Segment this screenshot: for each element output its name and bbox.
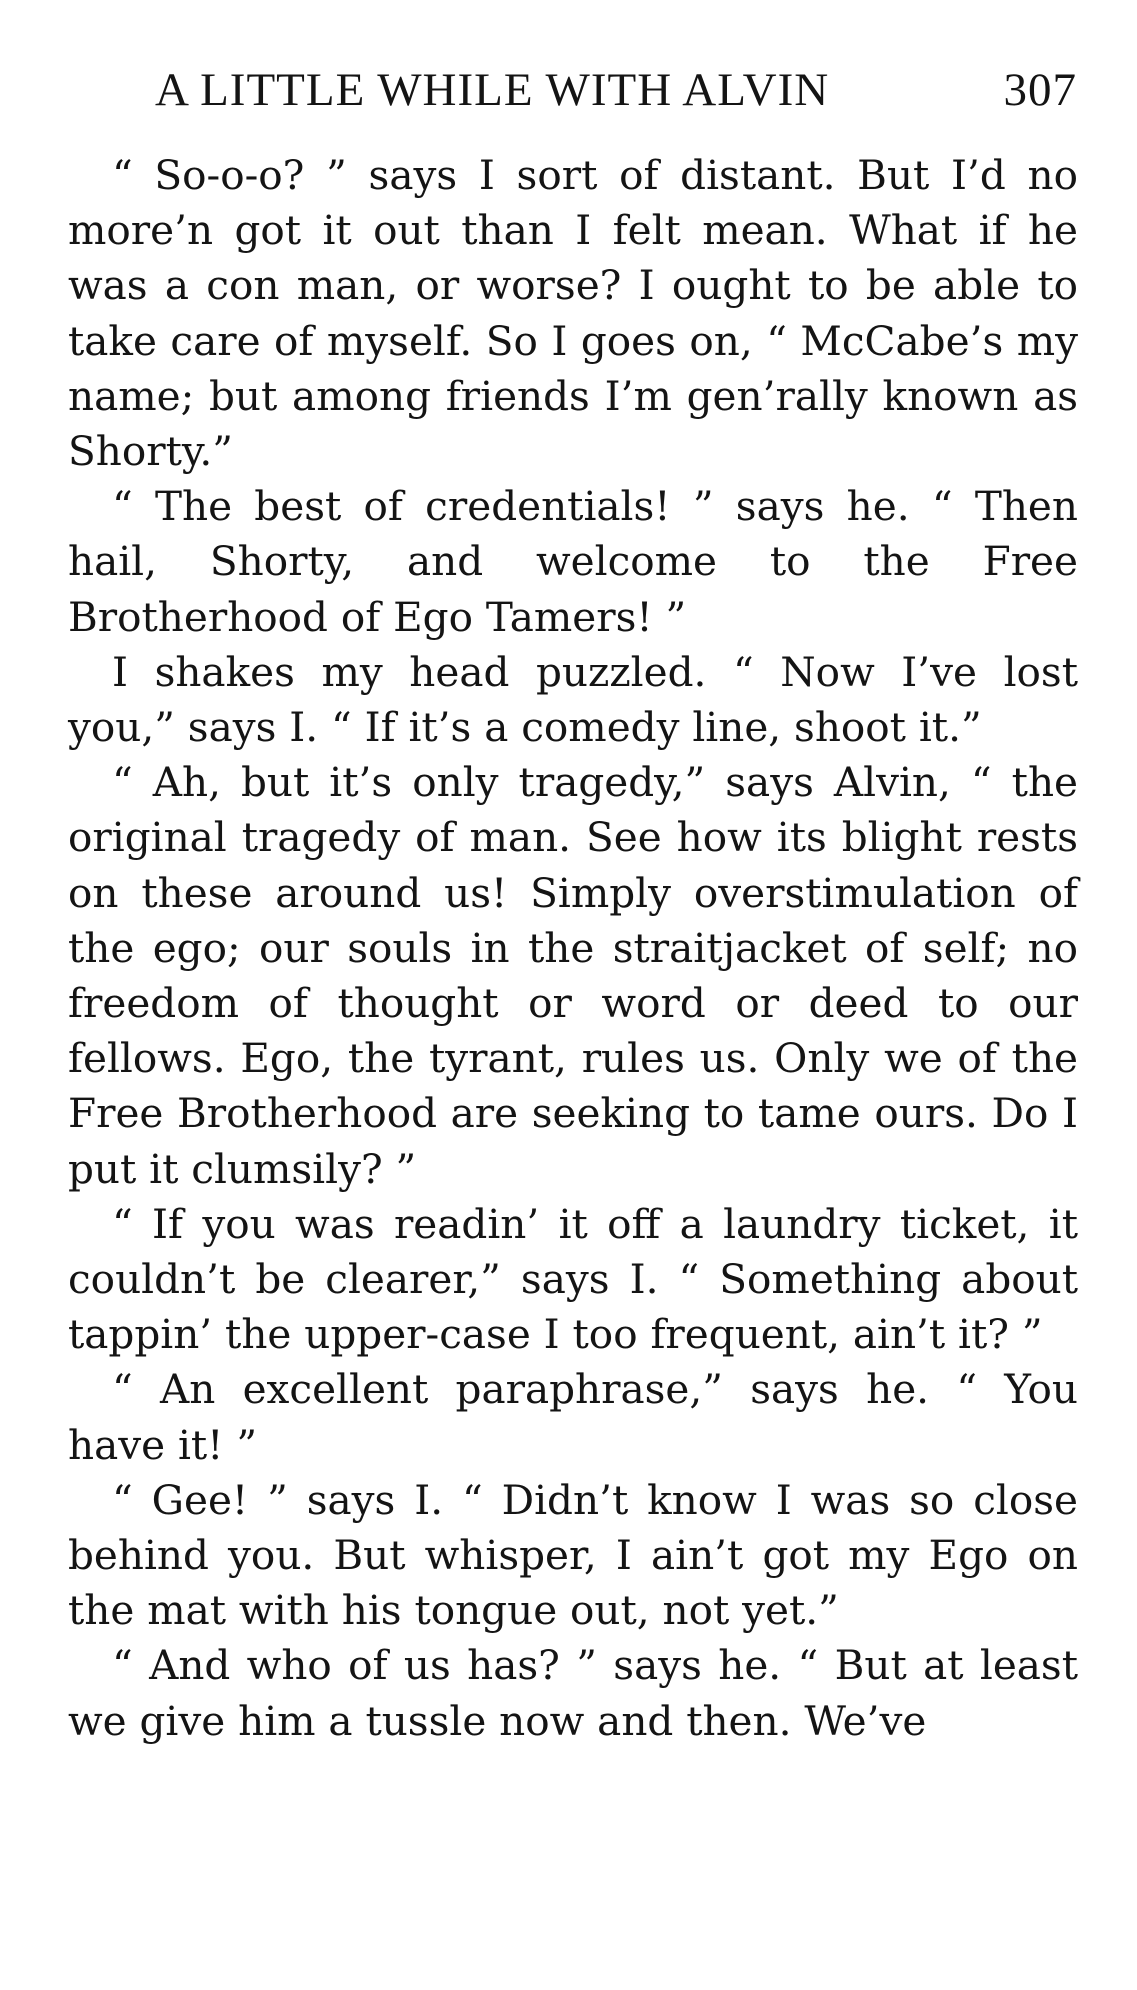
page-number: 307	[1003, 64, 1077, 116]
paragraph: “ So-o-o? ” says I sort of distant. But I’d no more’n got it out than I felt mean. What if he was a con man, or worse? I ought to be able to take care of myself. So I goes on, “ McCabe’s my name; but among friends I’m gen’rally known as Shorty.”	[68, 151, 1078, 476]
paragraph: “ Gee! ” says I. “ Didn’t know I was so close behind you. But whisper, I ain’t got my Ego on the mat with his tongue out, not yet.”	[68, 1475, 1078, 1635]
paragraph: I shakes my head puzzled. “ Now I’ve lost you,” says I. “ If it’s a comedy line, shoot it.”	[68, 647, 1078, 752]
paragraph: “ Ah, but it’s only tragedy,” says Alvin, “ the original tragedy of man. See how its blight rests on these around us! Simply overstimulation of the ego; our souls in the straitjacket of self; no freedom of thought or word or deed to our fellows. Ego, the tyrant, rules us. Only we of the Free Brotherhood are seeking to tame ours. Do I put it clumsily? ”	[68, 758, 1078, 1193]
paragraph: “ If you was readin’ it off a laundry ticket, it couldn’t be clearer,” says I. “ Something about tappin’ the upper-case I too frequent, ain’t it? ”	[68, 1199, 1078, 1359]
paragraph: “ The best of credentials! ” says he. “ Then hail, Shorty, and welcome to the Free Brotherhood of Ego Tamers! ”	[68, 482, 1078, 641]
paragraph: “ An excellent paraphrase,” says he. “ You have it! ”	[68, 1365, 1078, 1469]
body-text	[68, 148, 1078, 1749]
running-title: A LITTLE WHILE WITH ALVIN	[155, 64, 830, 116]
page-header	[155, 60, 1077, 120]
paragraph: “ And who of us has? ” says he. “ But at least we give him a tussle now and then. We’ve	[68, 1641, 1078, 1745]
